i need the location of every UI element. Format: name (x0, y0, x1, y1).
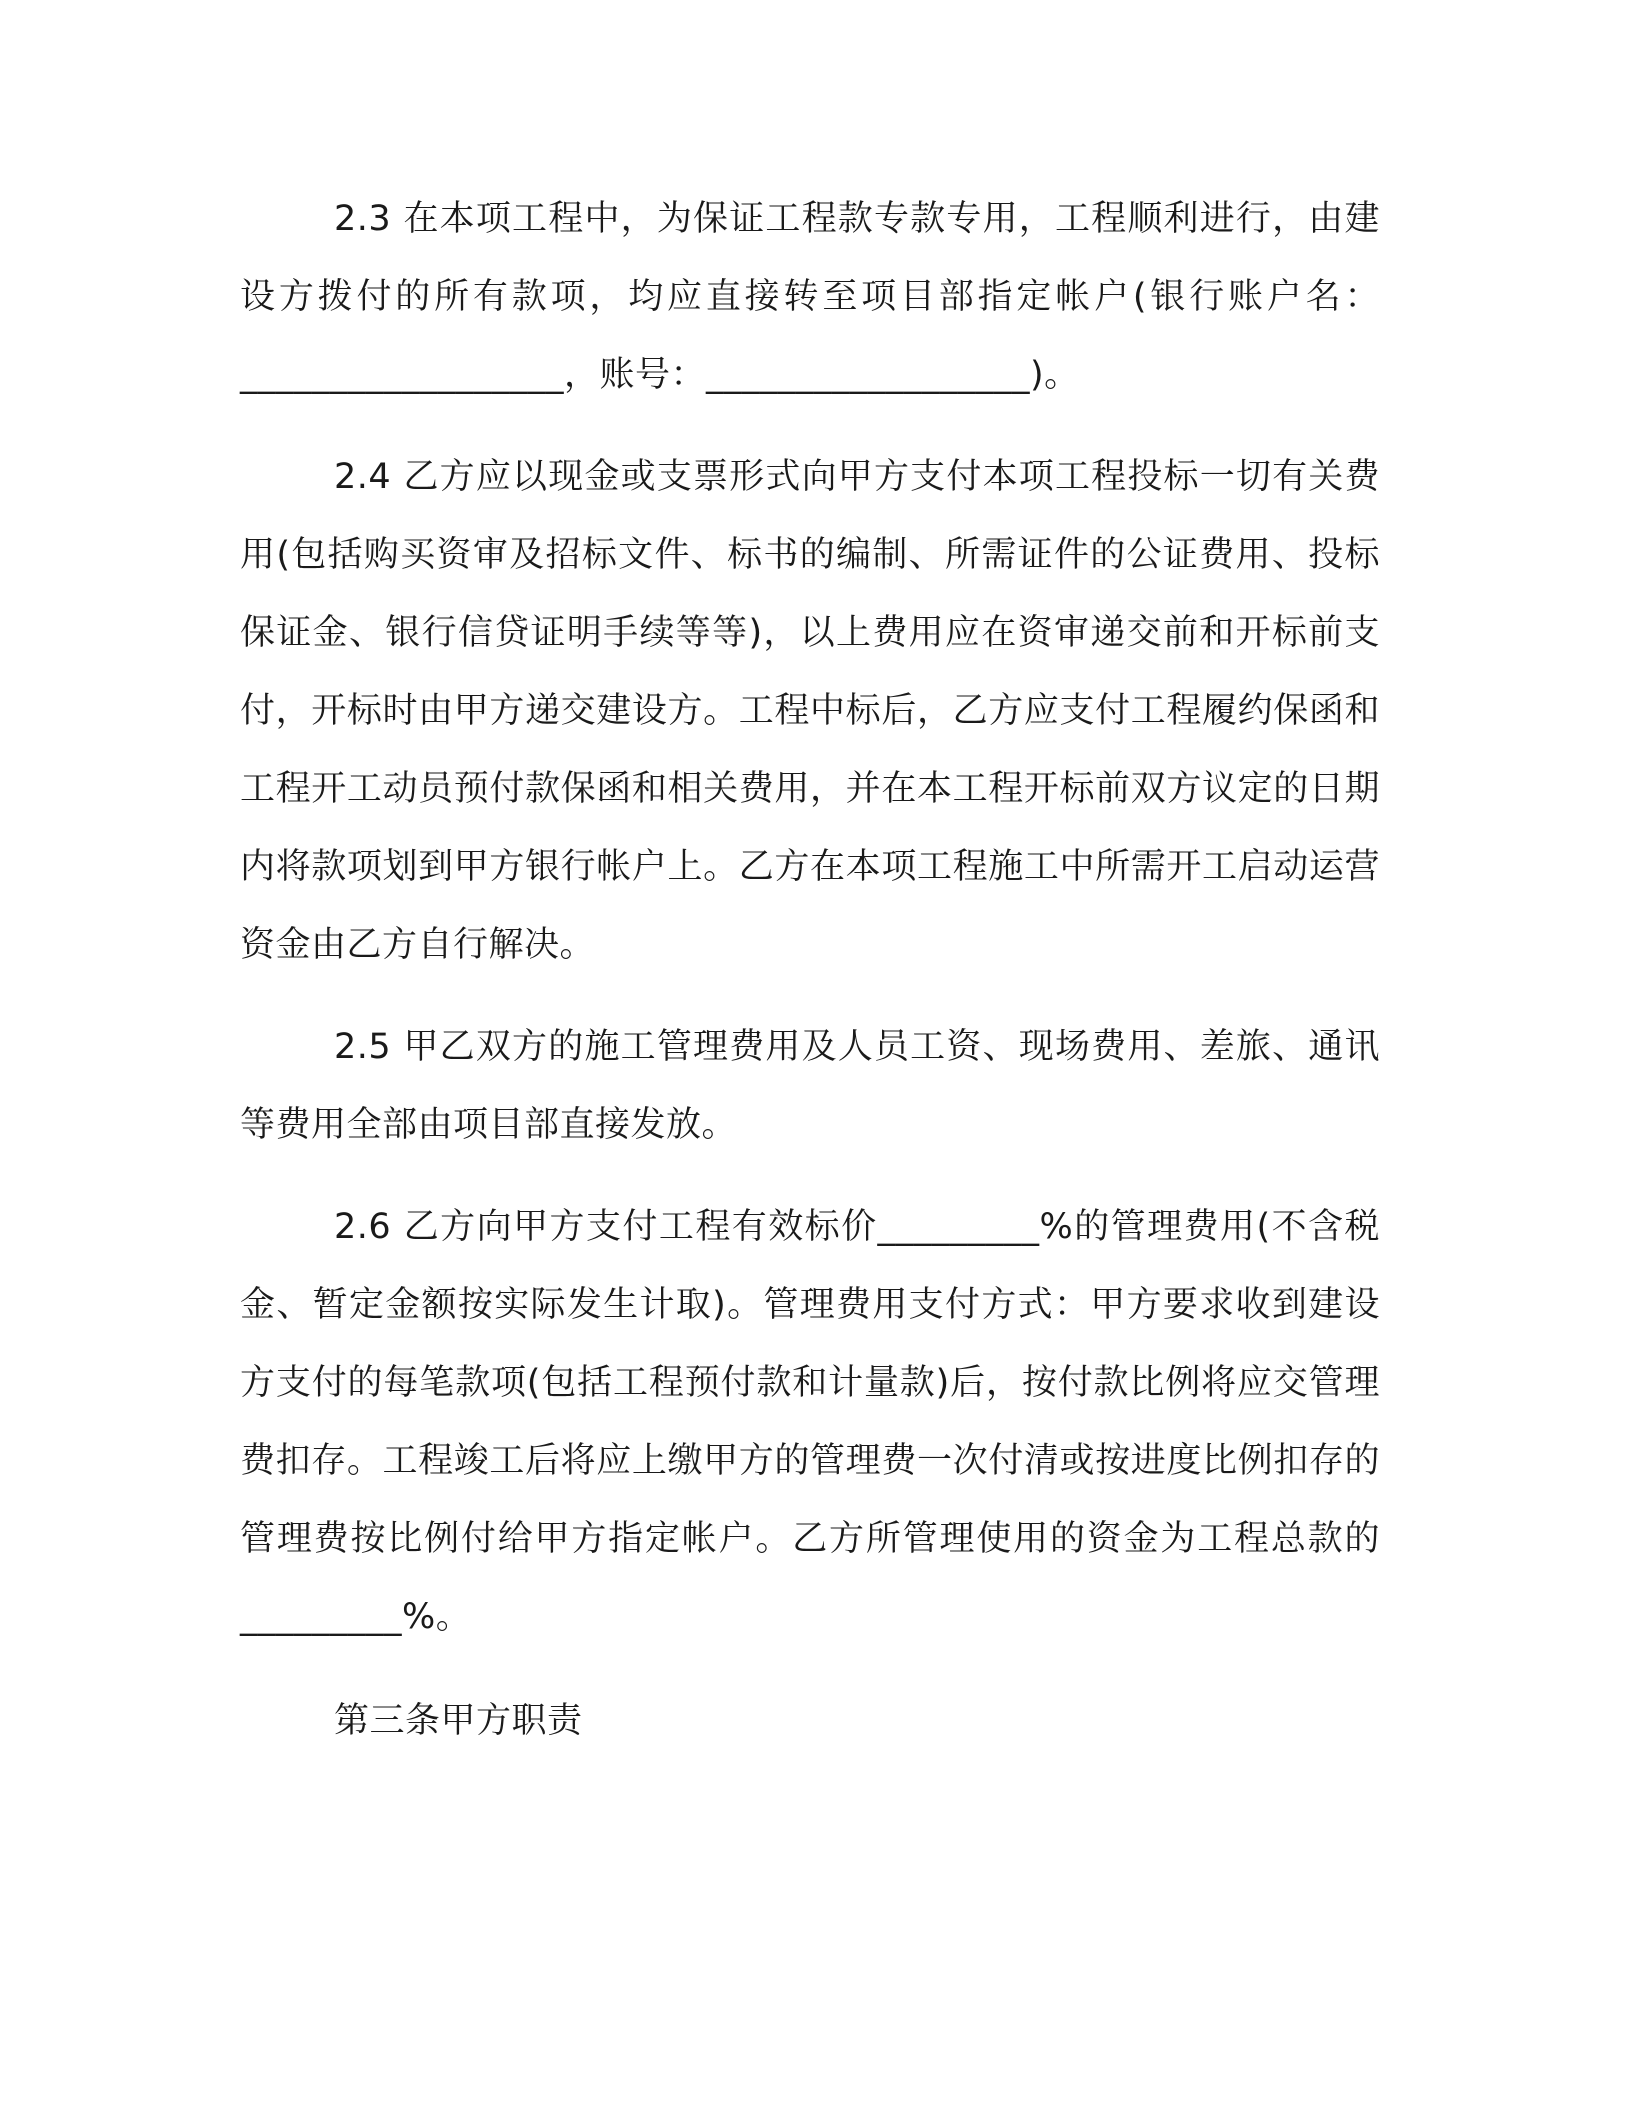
paragraph-2-6: 2.6 乙方向甲方支付工程有效标价_________%的管理费用(不含税金、暂定金额按实际发生计取)。管理费用支付方式：甲方要求收到建设方支付的每笔款项(包括工程预付款和计量款)后，按付款比例将应交管理费扣存。工程竣工后将应上缴甲方的管理费一次付清或按进度比例扣存的管理费按比例付给甲方指定帐户。乙方所管理使用的资金为工程总款的_________%。 (240, 1207, 1380, 1637)
section-heading-article-3: 第三条甲方职责 (334, 1701, 583, 1741)
paragraph-2-5: 2.5 甲乙双方的施工管理费用及人员工资、现场费用、差旅、通讯等费用全部由项目部直接发放。 (240, 1027, 1380, 1145)
paragraph-2-4: 2.4 乙方应以现金或支票形式向甲方支付本项工程投标一切有关费用(包括购买资审及招标文件、标书的编制、所需证件的公证费用、投标保证金、银行信贷证明手续等等)，以上费用应在资审递交前和开标前支付，开标时由甲方递交建设方。工程中标后，乙方应支付工程履约保函和工程开工动员预付款保函和相关费用，并在本工程开标前双方议定的日期内将款项划到甲方银行帐户上。乙方在本项工程施工中所需开工启动运营资金由乙方自行解决。 (240, 457, 1380, 965)
paragraph-2-3: 2.3 在本项工程中，为保证工程款专款专用，工程顺利进行，由建设方拨付的所有款项，均应直接转至项目部指定帐户(银行账户名：__________________，账号：__________________)。 (240, 199, 1380, 395)
